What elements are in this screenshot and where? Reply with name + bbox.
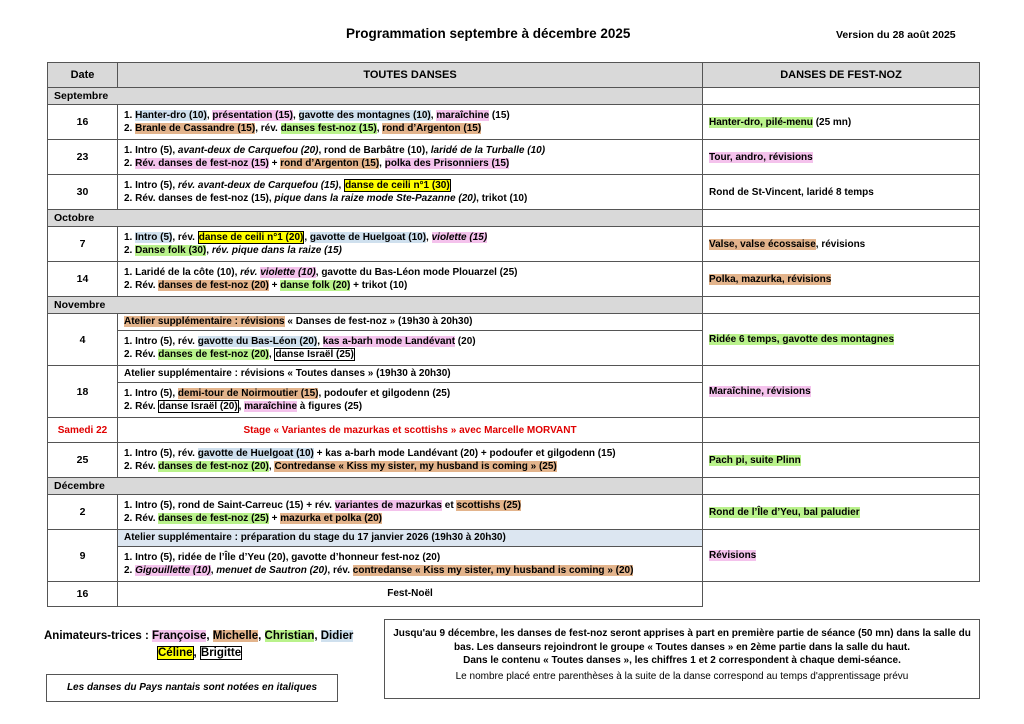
row-fest-noz: Rond de St-Vincent, laridé 8 temps <box>703 175 980 210</box>
table-row <box>48 495 980 530</box>
atelier-note: Atelier supplémentaire : préparation du stage du 17 janvier 2026 (19h30 à 20h30) <box>118 530 703 547</box>
page-title: Programmation septembre à décembre 2025 <box>346 26 631 41</box>
table-row <box>48 530 980 547</box>
info-paragraph: Jusqu'au 9 décembre, les danses de fest-noz seront apprises à part en première partie de séance (50 mn) dans la salle du bas. Les danseurs rejoindront le groupe « Toutes danses » en 2ème partie dans la salle du haut. <box>393 628 971 653</box>
table-row <box>48 105 980 140</box>
row-date: 2 <box>48 495 118 530</box>
row-content: 1. Intro (5), rév. avant-deux de Carquefou (15), danse de ceili n°1 (30) 2. Rév. danses de fest-noz (15), pique dans la raize mode Ste-Pazanne (20), trikot (10) <box>118 175 703 210</box>
row-fest-noz: Valse, valse écossaise, révisions <box>703 227 980 262</box>
col-header-toutes-danses: TOUTES DANSES <box>118 63 703 88</box>
fest-noel-label: Fest-Noël <box>118 582 703 607</box>
row-date: 16 <box>48 105 118 140</box>
atelier-note: Atelier supplémentaire : révisions « Danses de fest-noz » (19h30 à 20h30) <box>118 314 703 331</box>
animateur-name: Françoise <box>152 630 207 642</box>
row-fest-noz: Pach pi, suite Plinn <box>703 443 980 478</box>
row-content: 1. Intro (5), rév. danse de ceili n°1 (20), gavotte de Huelgoat (10), violette (15) 2. Danse folk (30), rév. pique dans la raize (15) <box>118 227 703 262</box>
col-header-date: Date <box>48 63 118 88</box>
month-row <box>48 88 980 105</box>
row-content: 1. Intro (5), rév. gavotte du Bas-Léon (20), kas a-barh mode Landévant (20) 2. Rév. danses de fest-noz (20), danse Israël (25) <box>118 331 703 366</box>
animateur-name: Christian <box>264 630 315 642</box>
table-row <box>48 418 980 443</box>
row-date: 16 <box>48 582 118 607</box>
row-content: 1. Intro (5), demi-tour de Noirmoutier (15), podoufer et gilgodenn (25) 2. Rév. danse Israël (20), maraîchine à figures (25) <box>118 383 703 418</box>
row-content: 1. Hanter-dro (10), présentation (15), gavotte des montagnes (10), maraîchine (15) 2. Branle de Cassandre (15), rév. danses fest-noz (15), rond d’Argenton (15) <box>118 105 703 140</box>
animateur-name: Michelle <box>212 630 259 642</box>
row-date: 4 <box>48 314 118 366</box>
version-label: Version du 28 août 2025 <box>836 29 956 41</box>
animateur-name: Céline <box>158 647 193 659</box>
col-header-fest-noz: DANSES DE FEST-NOZ <box>703 63 980 88</box>
row-content: 1. Intro (5), ridée de l’Île d’Yeu (20), gavotte d’honneur fest-noz (20) 2. Gigouillette (10), menuet de Sautron (20), rév. contredanse « Kiss my sister, my husband is coming » (20) <box>118 547 703 582</box>
table-row <box>48 175 980 210</box>
italics-legend-note: Les danses du Pays nantais sont notées en italiques <box>46 674 338 702</box>
month-label: Novembre <box>48 297 703 314</box>
row-fest-noz: Rond de l’Île d’Yeu, bal paludier <box>703 495 980 530</box>
table-row <box>48 582 980 607</box>
table-row <box>48 140 980 175</box>
table-row <box>48 314 980 331</box>
row-fest-noz: Révisions <box>703 530 980 582</box>
row-date: 25 <box>48 443 118 478</box>
row-fest-noz: Hanter-dro, pilé-menu (25 mn) <box>703 105 980 140</box>
month-row <box>48 297 980 314</box>
month-label: Septembre <box>48 88 703 105</box>
month-label: Octobre <box>48 210 703 227</box>
row-date: 18 <box>48 366 118 418</box>
row-date: 9 <box>48 530 118 582</box>
table-row <box>48 443 980 478</box>
row-fest-noz: Polka, mazurka, révisions <box>703 262 980 297</box>
stage-announcement: Stage « Variantes de mazurkas et scottishs » avec Marcelle MORVANT <box>118 418 703 443</box>
row-content: 1. Intro (5), avant-deux de Carquefou (20), rond de Barbâtre (10), laridé de la Turballe (10) 2. Rév. danses de fest-noz (15) + rond d’Argenton (15), polka des Prisonniers (15) <box>118 140 703 175</box>
month-label: Décembre <box>48 478 703 495</box>
row-content: 1. Laridé de la côte (10), rév. violette (10), gavotte du Bas-Léon mode Plouarzel (25) 2. Rév. danses de fest-noz (20) + danse folk (20) + trikot (10) <box>118 262 703 297</box>
table-row <box>48 262 980 297</box>
row-date: 7 <box>48 227 118 262</box>
row-fest-noz: Maraîchine, révisions <box>703 366 980 418</box>
table-row <box>48 366 980 383</box>
table-header-row <box>48 63 980 88</box>
animateur-name: Didier <box>320 630 354 642</box>
row-fest-noz: Ridée 6 temps, gavotte des montagnes <box>703 314 980 366</box>
animateur-name: Brigitte <box>200 647 242 659</box>
row-fest-noz: Tour, andro, révisions <box>703 140 980 175</box>
row-date: 14 <box>48 262 118 297</box>
info-box <box>384 619 980 699</box>
row-date: Samedi 22 <box>48 418 118 443</box>
animateurs-list: Animateurs-trices : Françoise, Michelle, Christian, Didier Céline, Brigitte <box>44 630 354 659</box>
atelier-note: Atelier supplémentaire : révisions « Toutes danses » (19h30 à 20h30) <box>118 366 703 383</box>
row-content: 1. Intro (5), rév. gavotte de Huelgoat (10) + kas a-barh mode Landévant (20) + podoufer et gilgodenn (15) 2. Rév. danses de fest-noz (20), Contredanse « Kiss my sister, my husband is coming » (25) <box>118 443 703 478</box>
row-content: 1. Intro (5), rond de Saint-Carreuc (15) + rév. variantes de mazurkas et scottishs (25) 2. Rév. danses de fest-noz (25) + mazurka et polka (20) <box>118 495 703 530</box>
month-row <box>48 478 980 495</box>
schedule-table <box>47 62 980 607</box>
month-row <box>48 210 980 227</box>
table-row <box>48 227 980 262</box>
info-paragraph: Dans le contenu « Toutes danses », les chiffres 1 et 2 correspondent à chaque demi-séance. <box>463 655 901 666</box>
row-date: 23 <box>48 140 118 175</box>
row-date: 30 <box>48 175 118 210</box>
info-paragraph: Le nombre placé entre parenthèses à la suite de la danse correspond au temps d'apprentissage prévu <box>455 670 909 682</box>
